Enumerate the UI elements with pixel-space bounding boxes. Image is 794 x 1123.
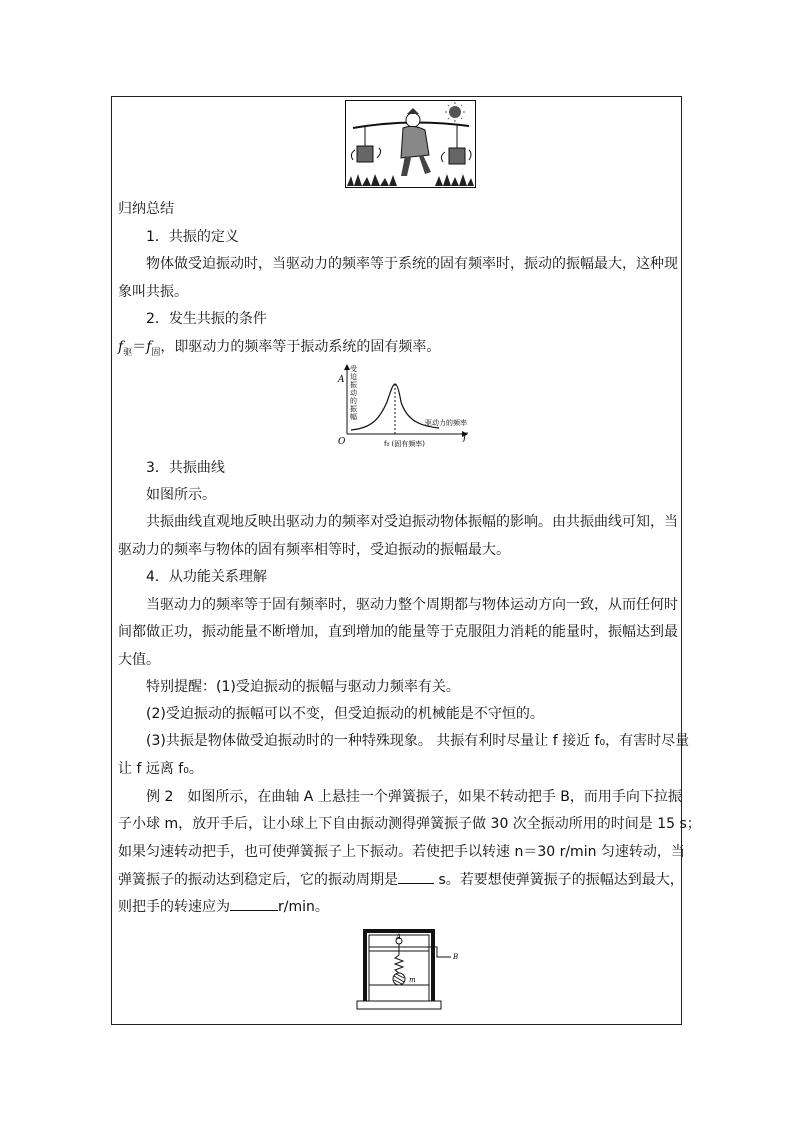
svg-text:动: 动 — [350, 389, 357, 397]
driving-frequency-label: 驱动力的频率 — [425, 419, 467, 427]
example-line-2: 子小球 m，放开手后，让小球上下自由振动测得弹簧振子做 30 次全振动所用的时间是 15 s； — [118, 816, 701, 832]
answer-blank-period — [398, 869, 434, 884]
label-a: A — [396, 933, 402, 941]
svg-text:振: 振 — [350, 381, 357, 389]
example-line-1: 例 2 如图所示，在曲轴 A 上悬挂一个弹簧振子，如果不转动把手 B，而用手向下拉振 — [146, 789, 682, 805]
label-m: m — [409, 976, 416, 984]
example-line-5: 则把手的转速应为 r/min。 — [118, 896, 329, 917]
svg-text:迫: 迫 — [350, 373, 357, 381]
section-3-text-line-2: 共振曲线直观地反映出驱动力的频率对受迫振动物体振幅的影响。由共振曲线可知，当 — [146, 514, 678, 530]
origin-label: O — [338, 437, 346, 447]
svg-text:幅: 幅 — [350, 413, 357, 421]
shoulder-pole-illustration — [345, 100, 476, 188]
tip-3: (3)共振是物体做受迫振动时的一种特殊现象。 共振有利时尽量让 f 接近 f₀，有害时尽量 — [146, 733, 690, 749]
svg-text:振: 振 — [350, 405, 357, 413]
crank-spring-apparatus — [355, 925, 465, 1013]
summary-title: 归纳总结 — [118, 201, 174, 217]
section-2-heading: 2．发生共振的条件 — [146, 311, 267, 327]
tip-1: 特别提醒：(1)受迫振动的振幅与驱动力频率有关。 — [146, 679, 460, 695]
answer-blank-speed — [230, 896, 278, 911]
tip-2: (2)受迫振动的振幅可以不变，但受迫振动的机械能是不守恒的。 — [146, 706, 544, 722]
section-3-text-line-3: 驱动力的频率与物体的固有频率相等时，受迫振动的振幅最大。 — [118, 542, 510, 558]
f-symbol: f — [146, 339, 152, 355]
example-line-4: 弹簧振子的振动达到稳定后，它的振动周期是 s。若要想使弹簧振子的振幅达到最大， — [118, 869, 684, 890]
section-4-text-line-1: 当驱动力的频率等于固有频率时，驱动力整个周期都与物体运动方向一致，从而任何时 — [146, 597, 678, 613]
label-b: B — [453, 953, 459, 961]
section-3-text-line-1: 如图所示。 — [146, 487, 216, 503]
section-1-text-line-2: 象叫共振。 — [118, 284, 188, 300]
tip-3-continued: 让 f 远离 f₀。 — [118, 761, 203, 777]
section-4-text-line-2: 间都做正功，振动能量不断增加，直到增加的能量等于克服阻力消耗的能量时，振幅达到最 — [118, 624, 678, 640]
svg-text:受: 受 — [350, 365, 357, 373]
section-1-heading: 1．共振的定义 — [146, 229, 239, 245]
section-2-condition: $f_驱=f_固$，即驱动力的频率等于振动系统的固有频率。 — [118, 339, 441, 358]
section-1-text-line-1: 物体做受迫振动时，当驱动力的频率等于系统的固有频率时，振动的振幅最大，这种现 — [146, 256, 678, 272]
axis-label-f: f — [463, 432, 467, 443]
axis-label-A: A — [338, 375, 345, 385]
section-4-heading: 4．从功能关系理解 — [146, 569, 267, 585]
section-4-text-line-3: 大值。 — [118, 652, 160, 668]
example-line-3: 如果匀速转动把手，也可使弹簧振子上下振动。若使把手以转速 n＝30 r/min 匀速转动，当 — [118, 844, 685, 860]
f0-label: f₀ (固有频率) — [384, 440, 425, 448]
y-label-vertical — [350, 364, 357, 421]
section-3-heading: 3．共振曲线 — [146, 460, 225, 476]
resonance-curve-graph — [335, 362, 475, 450]
svg-text:的: 的 — [350, 397, 357, 405]
